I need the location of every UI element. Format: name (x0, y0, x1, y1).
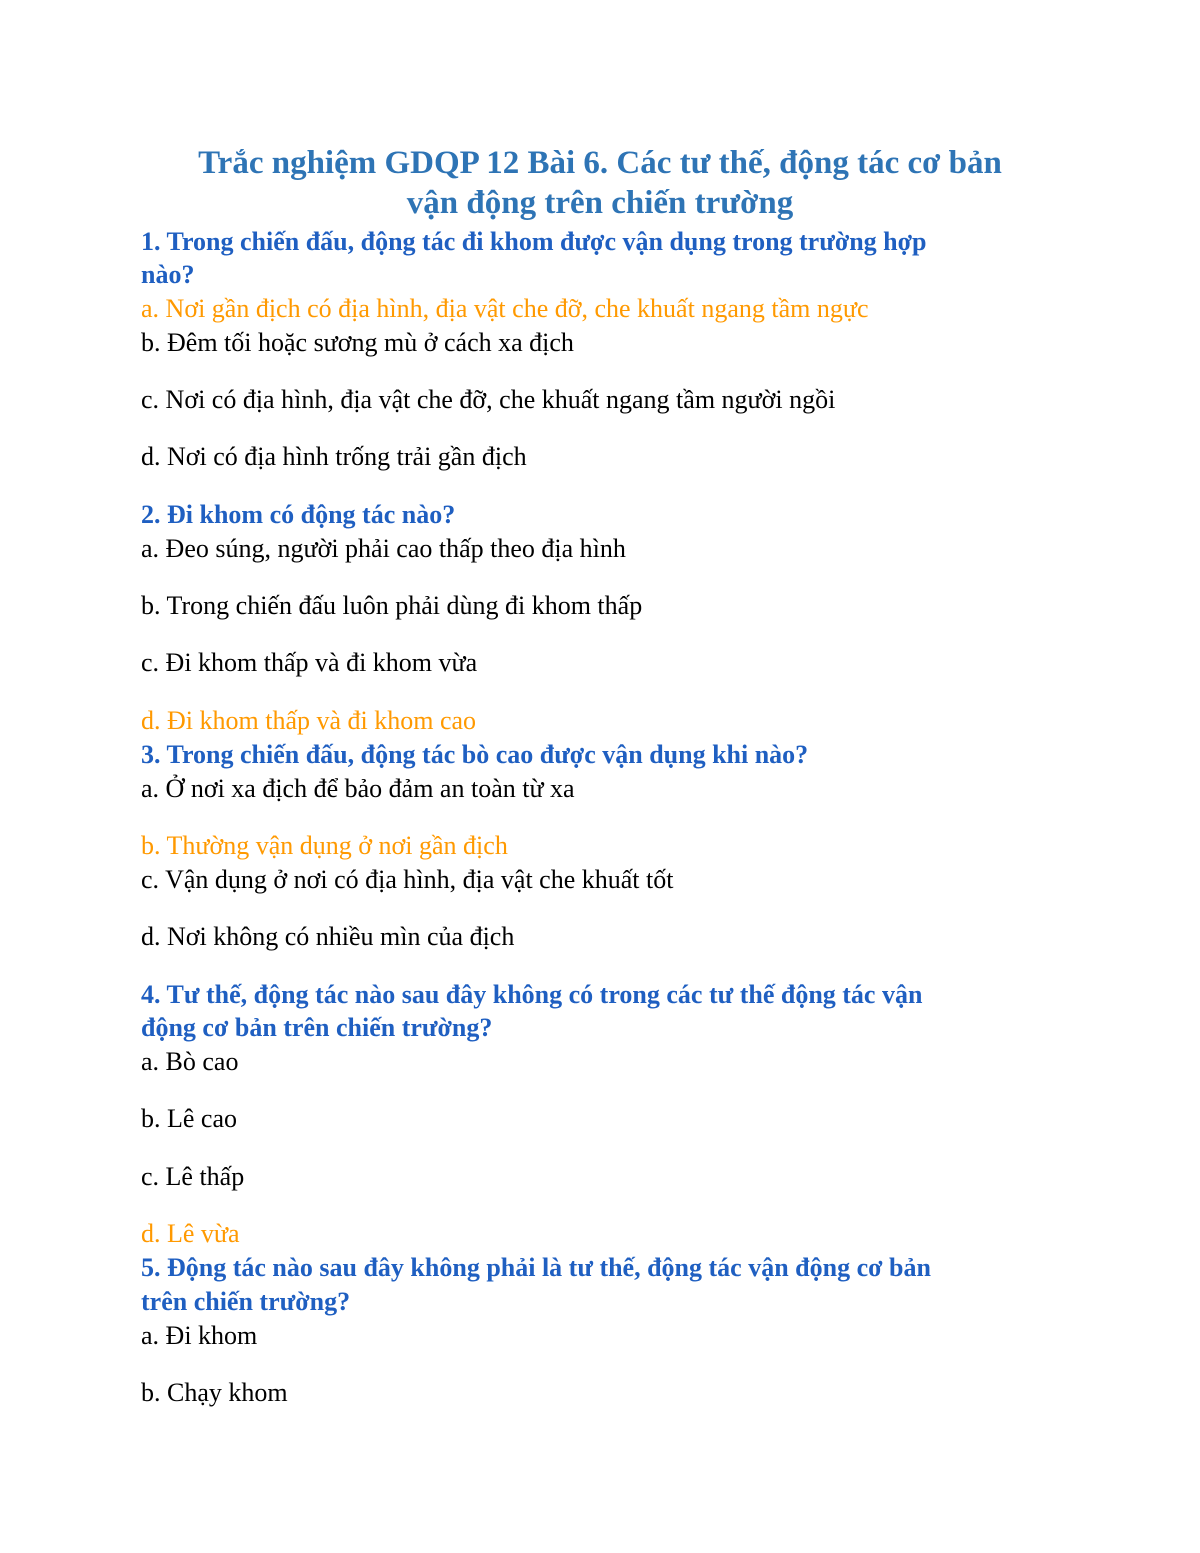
document-title-line-2: vận động trên chiến trường (406, 185, 794, 221)
question-3-option-c: c. Vận dụng ở nơi có địa hình, địa vật che khuất tốt (141, 865, 674, 894)
question-2-option-c: c. Đi khom thấp và đi khom vừa (141, 648, 478, 677)
question-5-option-b: b. Chạy khom (141, 1378, 288, 1407)
question-3-text: 3. Trong chiến đấu, động tác bò cao được vận dụng khi nào? (141, 740, 809, 769)
question-4-option-d-correct: d. Lê vừa (141, 1219, 240, 1248)
question-3-option-a: a. Ở nơi xa địch để bảo đảm an toàn từ xa (141, 774, 575, 803)
question-5-option-a: a. Đi khom (141, 1321, 258, 1350)
question-1-option-a-correct: a. Nơi gần địch có địa hình, địa vật che đỡ, che khuất ngang tầm ngực (141, 294, 869, 323)
question-1-option-d: d. Nơi có địa hình trống trải gần địch (141, 442, 527, 471)
question-1-text-line-2: nào? (141, 260, 195, 289)
question-4-option-a: a. Bò cao (141, 1047, 239, 1076)
question-4-text-line-1: 4. Tư thế, động tác nào sau đây không có trong các tư thế động tác vận (141, 980, 923, 1009)
question-3-option-d: d. Nơi không có nhiều mìn của địch (141, 922, 515, 951)
question-4-option-c: c. Lê thấp (141, 1162, 245, 1191)
question-4-option-b: b. Lê cao (141, 1104, 238, 1133)
question-5-text-line-1: 5. Động tác nào sau đây không phải là tư thế, động tác vận động cơ bản (141, 1253, 931, 1282)
question-2-option-b: b. Trong chiến đấu luôn phải dùng đi khom thấp (141, 591, 643, 620)
question-2-option-d-correct: d. Đi khom thấp và đi khom cao (141, 706, 477, 735)
question-2-text: 2. Đi khom có động tác nào? (141, 500, 456, 529)
question-3-option-b-correct: b. Thường vận dụng ở nơi gần địch (141, 831, 508, 860)
question-1-text-line-1: 1. Trong chiến đấu, động tác đi khom được vận dụng trong trường hợp (141, 227, 927, 256)
question-4-text-line-2: động cơ bản trên chiến trường? (141, 1013, 493, 1042)
document-title-line-1: Trắc nghiệm GDQP 12 Bài 6. Các tư thế, động tác cơ bản (198, 145, 1002, 181)
question-5-text-line-2: trên chiến trường? (141, 1287, 351, 1316)
question-2-option-a: a. Đeo súng, người phải cao thấp theo địa hình (141, 534, 626, 563)
question-1-option-b: b. Đêm tối hoặc sương mù ở cách xa địch (141, 328, 574, 357)
question-1-option-c: c. Nơi có địa hình, địa vật che đỡ, che khuất ngang tầm người ngồi (141, 385, 836, 414)
